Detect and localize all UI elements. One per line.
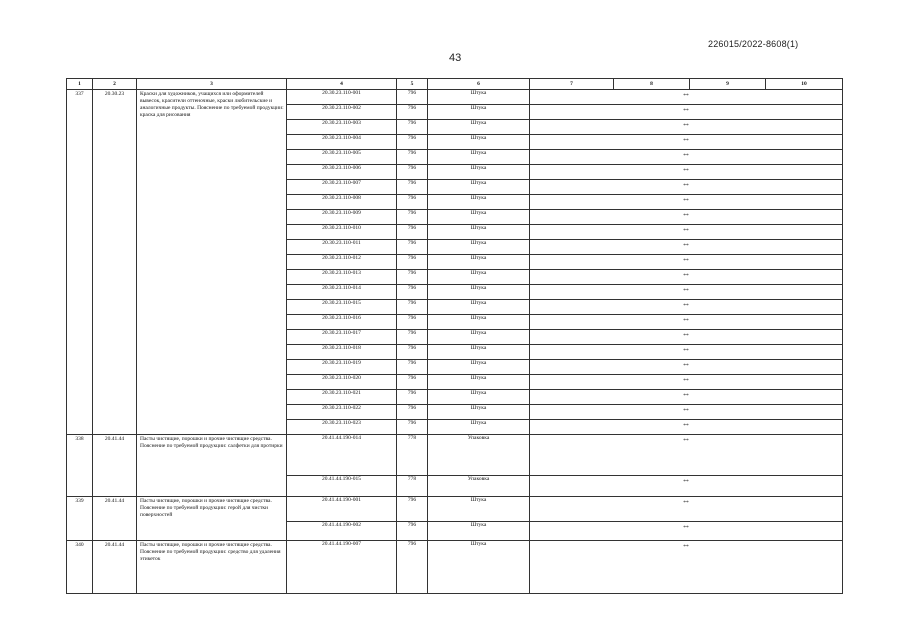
item-code: 20.41.44.190-014 bbox=[287, 435, 397, 476]
unit-name: Штука bbox=[428, 330, 530, 345]
unit-code: 796 bbox=[397, 315, 428, 330]
unit-name: Штука bbox=[428, 360, 530, 375]
unit-name: Штука bbox=[428, 315, 530, 330]
double-asterisk-mark: ** bbox=[683, 318, 689, 324]
double-asterisk-mark: ** bbox=[683, 258, 689, 264]
double-asterisk-mark: ** bbox=[683, 423, 689, 429]
registry-table bbox=[66, 78, 843, 594]
col-header-5: 5 bbox=[397, 79, 428, 90]
group-okpd-code: 20.41.44 bbox=[93, 541, 137, 594]
document-number: 226015/2022-8608(1) bbox=[708, 39, 799, 49]
unit-name: Штука bbox=[428, 225, 530, 240]
double-asterisk-mark: ** bbox=[683, 408, 689, 414]
requirements-mark bbox=[530, 345, 843, 360]
double-asterisk-mark: ** bbox=[683, 93, 689, 99]
requirements-mark bbox=[530, 315, 843, 330]
requirements-mark bbox=[530, 240, 843, 255]
group-number: 339 bbox=[67, 497, 93, 541]
table-row bbox=[67, 90, 843, 105]
unit-code: 796 bbox=[397, 225, 428, 240]
requirements-mark bbox=[530, 225, 843, 240]
group-number: 340 bbox=[67, 541, 93, 594]
col-header-4: 4 bbox=[287, 79, 397, 90]
unit-code: 796 bbox=[397, 180, 428, 195]
unit-code: 796 bbox=[397, 522, 428, 541]
item-code: 20.30.23.110-001 bbox=[287, 90, 397, 105]
item-code: 20.30.23.110-012 bbox=[287, 255, 397, 270]
requirements-mark bbox=[530, 195, 843, 210]
unit-code: 796 bbox=[397, 360, 428, 375]
unit-name: Штука bbox=[428, 255, 530, 270]
double-asterisk-mark: ** bbox=[683, 243, 689, 249]
item-code: 20.30.23.110-017 bbox=[287, 330, 397, 345]
double-asterisk-mark: ** bbox=[683, 288, 689, 294]
unit-name: Штука bbox=[428, 270, 530, 285]
col-header-10: 10 bbox=[766, 79, 843, 90]
requirements-mark bbox=[530, 435, 843, 476]
double-asterisk-mark: ** bbox=[683, 153, 689, 159]
unit-code: 796 bbox=[397, 390, 428, 405]
requirements-mark bbox=[530, 210, 843, 225]
item-code: 20.30.23.110-022 bbox=[287, 405, 397, 420]
item-code: 20.30.23.110-010 bbox=[287, 225, 397, 240]
col-header-3: 3 bbox=[137, 79, 287, 90]
unit-code: 796 bbox=[397, 345, 428, 360]
group-description: Краски для художников, учащихся или оформителей вывесок, красители оттеночные, краски любительские и аналогичные продукты. Пояснение по требуемой продукции: краска для рисования bbox=[137, 90, 287, 435]
table-row bbox=[67, 497, 843, 522]
unit-name: Штука bbox=[428, 420, 530, 435]
unit-code: 796 bbox=[397, 375, 428, 390]
requirements-mark bbox=[530, 285, 843, 300]
group-okpd-code: 20.30.23 bbox=[93, 90, 137, 435]
requirements-mark bbox=[530, 90, 843, 105]
double-asterisk-mark: ** bbox=[683, 228, 689, 234]
item-code: 20.30.23.110-004 bbox=[287, 135, 397, 150]
requirements-mark bbox=[530, 390, 843, 405]
unit-name: Штука bbox=[428, 375, 530, 390]
table-row bbox=[67, 435, 843, 476]
unit-code: 796 bbox=[397, 497, 428, 522]
unit-code: 796 bbox=[397, 210, 428, 225]
unit-code: 796 bbox=[397, 150, 428, 165]
unit-code: 796 bbox=[397, 195, 428, 210]
requirements-mark bbox=[530, 330, 843, 345]
double-asterisk-mark: ** bbox=[683, 168, 689, 174]
unit-code: 796 bbox=[397, 165, 428, 180]
unit-name: Штука bbox=[428, 150, 530, 165]
double-asterisk-mark: ** bbox=[683, 348, 689, 354]
unit-name: Штука bbox=[428, 105, 530, 120]
double-asterisk-mark: ** bbox=[683, 333, 689, 339]
unit-code: 796 bbox=[397, 120, 428, 135]
table-row bbox=[67, 541, 843, 594]
unit-code: 796 bbox=[397, 330, 428, 345]
unit-code: 796 bbox=[397, 285, 428, 300]
unit-code: 796 bbox=[397, 240, 428, 255]
group-description: Пасты чистящие, порошки и прочие чистящие средства. Пояснение по требуемой продукции: салфетки для протирки bbox=[137, 435, 287, 497]
double-asterisk-mark: ** bbox=[683, 525, 689, 531]
item-code: 20.30.23.110-015 bbox=[287, 300, 397, 315]
double-asterisk-mark: ** bbox=[683, 198, 689, 204]
unit-code: 796 bbox=[397, 135, 428, 150]
col-header-6: 6 bbox=[428, 79, 530, 90]
unit-code: 796 bbox=[397, 405, 428, 420]
requirements-mark bbox=[530, 150, 843, 165]
item-code: 20.30.23.110-013 bbox=[287, 270, 397, 285]
double-asterisk-mark: ** bbox=[683, 363, 689, 369]
page-number: 43 bbox=[449, 52, 462, 64]
unit-code: 778 bbox=[397, 435, 428, 476]
item-code: 20.41.44.190-007 bbox=[287, 541, 397, 594]
unit-name: Штука bbox=[428, 300, 530, 315]
group-description: Пасты чистящие, порошки и прочие чистящие средства. Пояснение по требуемой продукции: герой для чистки поверхностей bbox=[137, 497, 287, 541]
double-asterisk-mark: ** bbox=[683, 544, 689, 550]
requirements-mark bbox=[530, 420, 843, 435]
unit-name: Штука bbox=[428, 240, 530, 255]
col-header-1: 1 bbox=[67, 79, 93, 90]
unit-name: Штука bbox=[428, 135, 530, 150]
table-body bbox=[67, 90, 843, 594]
unit-code: 796 bbox=[397, 105, 428, 120]
requirements-mark bbox=[530, 497, 843, 522]
group-okpd-code: 20.41.44 bbox=[93, 497, 137, 541]
item-code: 20.30.23.110-018 bbox=[287, 345, 397, 360]
item-code: 20.30.23.110-005 bbox=[287, 150, 397, 165]
unit-code: 796 bbox=[397, 420, 428, 435]
item-code: 20.30.23.110-003 bbox=[287, 120, 397, 135]
item-code: 20.30.23.110-008 bbox=[287, 195, 397, 210]
unit-code: 796 bbox=[397, 90, 428, 105]
item-code: 20.41.44.190-015 bbox=[287, 476, 397, 497]
double-asterisk-mark: ** bbox=[683, 213, 689, 219]
group-number: 337 bbox=[67, 90, 93, 435]
requirements-mark bbox=[530, 180, 843, 195]
item-code: 20.30.23.110-021 bbox=[287, 390, 397, 405]
unit-code: 796 bbox=[397, 300, 428, 315]
unit-name: Упаковка bbox=[428, 435, 530, 476]
item-code: 20.30.23.110-020 bbox=[287, 375, 397, 390]
requirements-mark bbox=[530, 165, 843, 180]
requirements-mark bbox=[530, 120, 843, 135]
item-code: 20.30.23.110-014 bbox=[287, 285, 397, 300]
unit-name: Штука bbox=[428, 120, 530, 135]
double-asterisk-mark: ** bbox=[683, 123, 689, 129]
double-asterisk-mark: ** bbox=[683, 479, 689, 485]
unit-name: Штука bbox=[428, 541, 530, 594]
double-asterisk-mark: ** bbox=[683, 393, 689, 399]
item-code: 20.30.23.110-007 bbox=[287, 180, 397, 195]
column-header-row bbox=[67, 79, 843, 90]
item-code: 20.30.23.110-011 bbox=[287, 240, 397, 255]
col-header-8: 8 bbox=[614, 79, 690, 90]
item-code: 20.30.23.110-009 bbox=[287, 210, 397, 225]
double-asterisk-mark: ** bbox=[683, 108, 689, 114]
requirements-mark bbox=[530, 300, 843, 315]
unit-name: Штука bbox=[428, 180, 530, 195]
double-asterisk-mark: ** bbox=[683, 273, 689, 279]
col-header-2: 2 bbox=[93, 79, 137, 90]
unit-name: Штука bbox=[428, 390, 530, 405]
double-asterisk-mark: ** bbox=[683, 438, 689, 444]
unit-code: 796 bbox=[397, 270, 428, 285]
item-code: 20.30.23.110-023 bbox=[287, 420, 397, 435]
unit-name: Штука bbox=[428, 497, 530, 522]
double-asterisk-mark: ** bbox=[683, 303, 689, 309]
item-code: 20.30.23.110-006 bbox=[287, 165, 397, 180]
unit-name: Штука bbox=[428, 195, 530, 210]
requirements-mark bbox=[530, 522, 843, 541]
requirements-mark bbox=[530, 405, 843, 420]
double-asterisk-mark: ** bbox=[683, 500, 689, 506]
requirements-mark bbox=[530, 375, 843, 390]
unit-name: Штука bbox=[428, 285, 530, 300]
requirements-mark bbox=[530, 360, 843, 375]
unit-name: Штука bbox=[428, 405, 530, 420]
requirements-mark bbox=[530, 476, 843, 497]
requirements-mark bbox=[530, 270, 843, 285]
item-code: 20.41.44.190-001 bbox=[287, 497, 397, 522]
col-header-9: 9 bbox=[690, 79, 766, 90]
unit-code: 796 bbox=[397, 541, 428, 594]
unit-name: Упаковка bbox=[428, 476, 530, 497]
requirements-mark bbox=[530, 541, 843, 594]
double-asterisk-mark: ** bbox=[683, 378, 689, 384]
unit-name: Штука bbox=[428, 210, 530, 225]
item-code: 20.41.44.190-002 bbox=[287, 522, 397, 541]
group-number: 338 bbox=[67, 435, 93, 497]
unit-code: 778 bbox=[397, 476, 428, 497]
requirements-mark bbox=[530, 255, 843, 270]
unit-code: 796 bbox=[397, 255, 428, 270]
unit-name: Штука bbox=[428, 165, 530, 180]
unit-name: Штука bbox=[428, 345, 530, 360]
group-okpd-code: 20.41.44 bbox=[93, 435, 137, 497]
double-asterisk-mark: ** bbox=[683, 183, 689, 189]
item-code: 20.30.23.110-002 bbox=[287, 105, 397, 120]
group-description: Пасты чистящие, порошки и прочие чистящие средства. Пояснение по требуемой продукции: средство для удаления этикеток bbox=[137, 541, 287, 594]
double-asterisk-mark: ** bbox=[683, 138, 689, 144]
col-header-7: 7 bbox=[530, 79, 614, 90]
item-code: 20.30.23.110-019 bbox=[287, 360, 397, 375]
requirements-mark bbox=[530, 135, 843, 150]
unit-name: Штука bbox=[428, 90, 530, 105]
item-code: 20.30.23.110-016 bbox=[287, 315, 397, 330]
requirements-mark bbox=[530, 105, 843, 120]
unit-name: Штука bbox=[428, 522, 530, 541]
